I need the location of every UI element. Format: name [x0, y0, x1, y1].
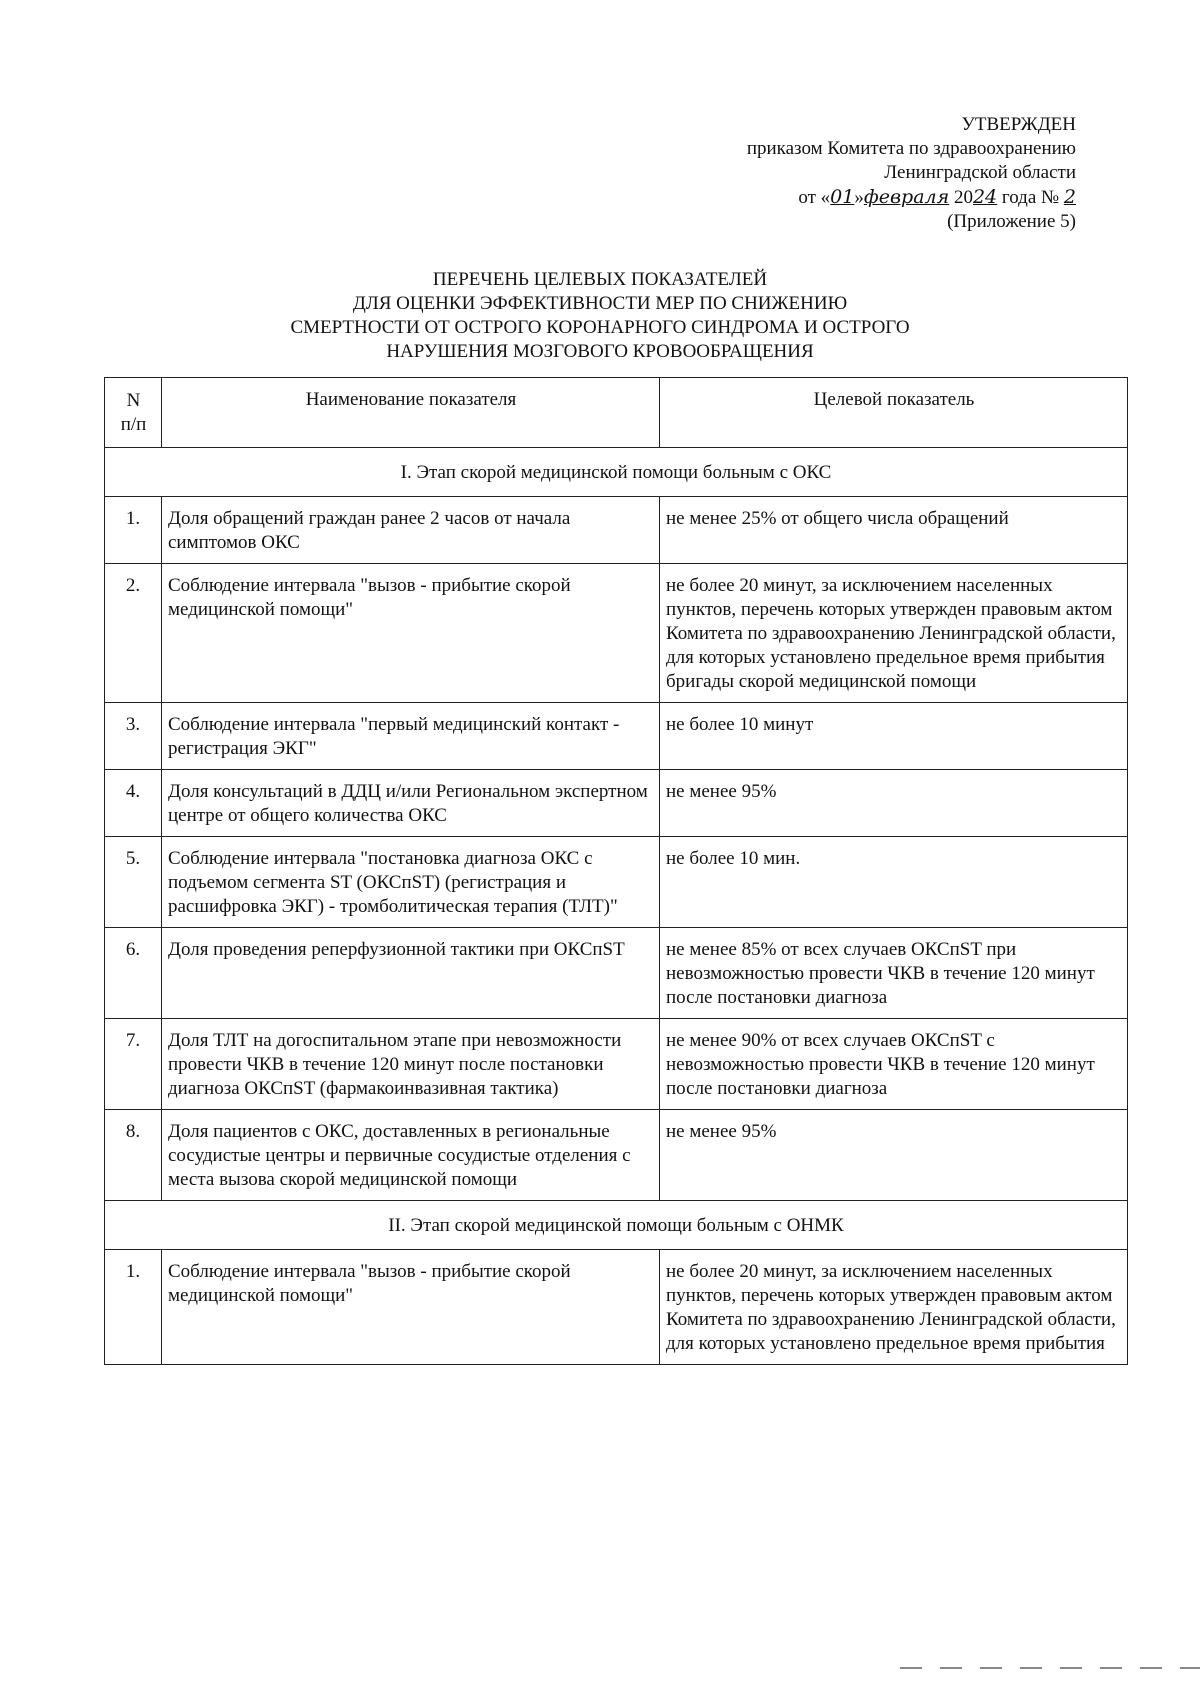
row-number: 3. — [105, 703, 162, 770]
year-suffix: 24 — [972, 186, 998, 208]
approval-order-line: приказом Комитета по здравоохранению — [746, 138, 1076, 159]
section-title-2: II. Этап скорой медицинской помощи больным с ОНМК — [105, 1201, 1128, 1250]
row-target-value: не менее 85% от всех случаев ОКСпST при невозможностью провести ЧКВ в течение 120 минут после постановки диагноза — [660, 928, 1128, 1019]
header-name: Наименование показателя — [162, 378, 660, 448]
header-number-pp: п/п — [120, 414, 147, 435]
row-target-value: не более 20 минут, за исключением населенных пунктов, перечень которых утвержден правовым актом Комитета по здравоохранению Ленинградской области, для которых установлено предельное время прибытия — [660, 1250, 1128, 1365]
table-row — [105, 1019, 1128, 1110]
title-line-4: НАРУШЕНИЯ МОЗГОВОГО КРОВООБРАЩЕНИЯ — [386, 341, 814, 362]
row-target-value: не более 10 минут — [660, 703, 1128, 770]
title-line-2: ДЛЯ ОЦЕНКИ ЭФФЕКТИВНОСТИ МЕР ПО СНИЖЕНИЮ — [352, 293, 848, 314]
table-row — [105, 497, 1128, 564]
row-indicator-name: Соблюдение интервала "первый медицинский контакт - регистрация ЭКГ" — [162, 703, 660, 770]
section-row-2 — [105, 1201, 1128, 1250]
header-number-n: N — [126, 390, 141, 411]
row-number: 8. — [105, 1110, 162, 1201]
indicators-table — [104, 377, 1128, 1365]
page-edge-dashes — [900, 1667, 1200, 1669]
approval-region-line: Ленинградской области — [884, 162, 1076, 183]
date-mid: » — [854, 187, 864, 208]
row-number: 1. — [105, 1250, 162, 1365]
row-indicator-name: Доля ТЛТ на догоспитальном этапе при невозможности провести ЧКВ в течение 120 минут после постановки диагноза ОКСпST (фармакоинвазивная тактика) — [162, 1019, 660, 1110]
section-title-1: I. Этап скорой медицинской помощи больным с ОКС — [105, 448, 1128, 497]
approval-status: УТВЕРЖДЕН — [961, 114, 1076, 135]
table-row — [105, 1110, 1128, 1201]
order-number: 2 — [1063, 186, 1076, 208]
number-label: года № — [997, 187, 1064, 208]
table-row — [105, 928, 1128, 1019]
row-number: 1. — [105, 497, 162, 564]
approval-block — [747, 113, 1076, 234]
row-indicator-name: Соблюдение интервала "вызов - прибытие скорой медицинской помощи" — [162, 564, 660, 703]
table-row — [105, 1250, 1128, 1365]
appendix-label: (Приложение 5) — [947, 211, 1076, 232]
row-target-value: не менее 95% — [660, 1110, 1128, 1201]
row-target-value: не менее 95% — [660, 770, 1128, 837]
row-target-value: не менее 90% от всех случаев ОКСпST с невозможностью провести ЧКВ в течение 120 минут после постановки диагноза — [660, 1019, 1128, 1110]
row-number: 5. — [105, 837, 162, 928]
header-target: Целевой показатель — [660, 378, 1128, 448]
row-number: 2. — [105, 564, 162, 703]
table-row — [105, 770, 1128, 837]
row-target-value: не более 10 мин. — [660, 837, 1128, 928]
row-number: 6. — [105, 928, 162, 1019]
table-header-row — [105, 378, 1128, 448]
row-indicator-name: Доля пациентов с ОКС, доставленных в региональные сосудистые центры и первичные сосудистые отделения с места вызова скорой медицинской помощи — [162, 1110, 660, 1201]
row-target-value: не более 20 минут, за исключением населенных пунктов, перечень которых утвержден правовым актом Комитета по здравоохранению Ленинградской области, для которых установлено предельное время прибытия бригады скорой медицинской помощи — [660, 564, 1128, 703]
section-row-1 — [105, 448, 1128, 497]
date-month: февраля — [863, 186, 950, 208]
header-number — [105, 378, 162, 448]
date-day: 01 — [830, 186, 855, 208]
row-indicator-name: Доля проведения реперфузионной тактики при ОКСпST — [162, 928, 660, 1019]
approval-date-line — [747, 185, 1076, 210]
row-indicator-name: Соблюдение интервала "постановка диагноза ОКС с подъемом сегмента ST (ОКСпST) (регистрация и расшифровка ЭКГ) - тромболитическая терапия (ТЛТ)" — [162, 837, 660, 928]
row-number: 7. — [105, 1019, 162, 1110]
row-number: 4. — [105, 770, 162, 837]
date-prefix: от « — [798, 187, 831, 208]
row-indicator-name: Соблюдение интервала "вызов - прибытие скорой медицинской помощи" — [162, 1250, 660, 1365]
table-row — [105, 837, 1128, 928]
table-row — [105, 564, 1128, 703]
table-row — [105, 703, 1128, 770]
year-prefix: 20 — [949, 187, 973, 208]
title-line-1: ПЕРЕЧЕНЬ ЦЕЛЕВЫХ ПОКАЗАТЕЛЕЙ — [432, 269, 768, 290]
title-line-3: СМЕРТНОСТИ ОТ ОСТРОГО КОРОНАРНОГО СИНДРОМА И ОСТРОГО — [290, 317, 910, 338]
document-title — [0, 268, 1200, 364]
row-indicator-name: Доля обращений граждан ранее 2 часов от начала симптомов ОКС — [162, 497, 660, 564]
row-indicator-name: Доля консультаций в ДДЦ и/или Региональном экспертном центре от общего количества ОКС — [162, 770, 660, 837]
row-target-value: не менее 25% от общего числа обращений — [660, 497, 1128, 564]
